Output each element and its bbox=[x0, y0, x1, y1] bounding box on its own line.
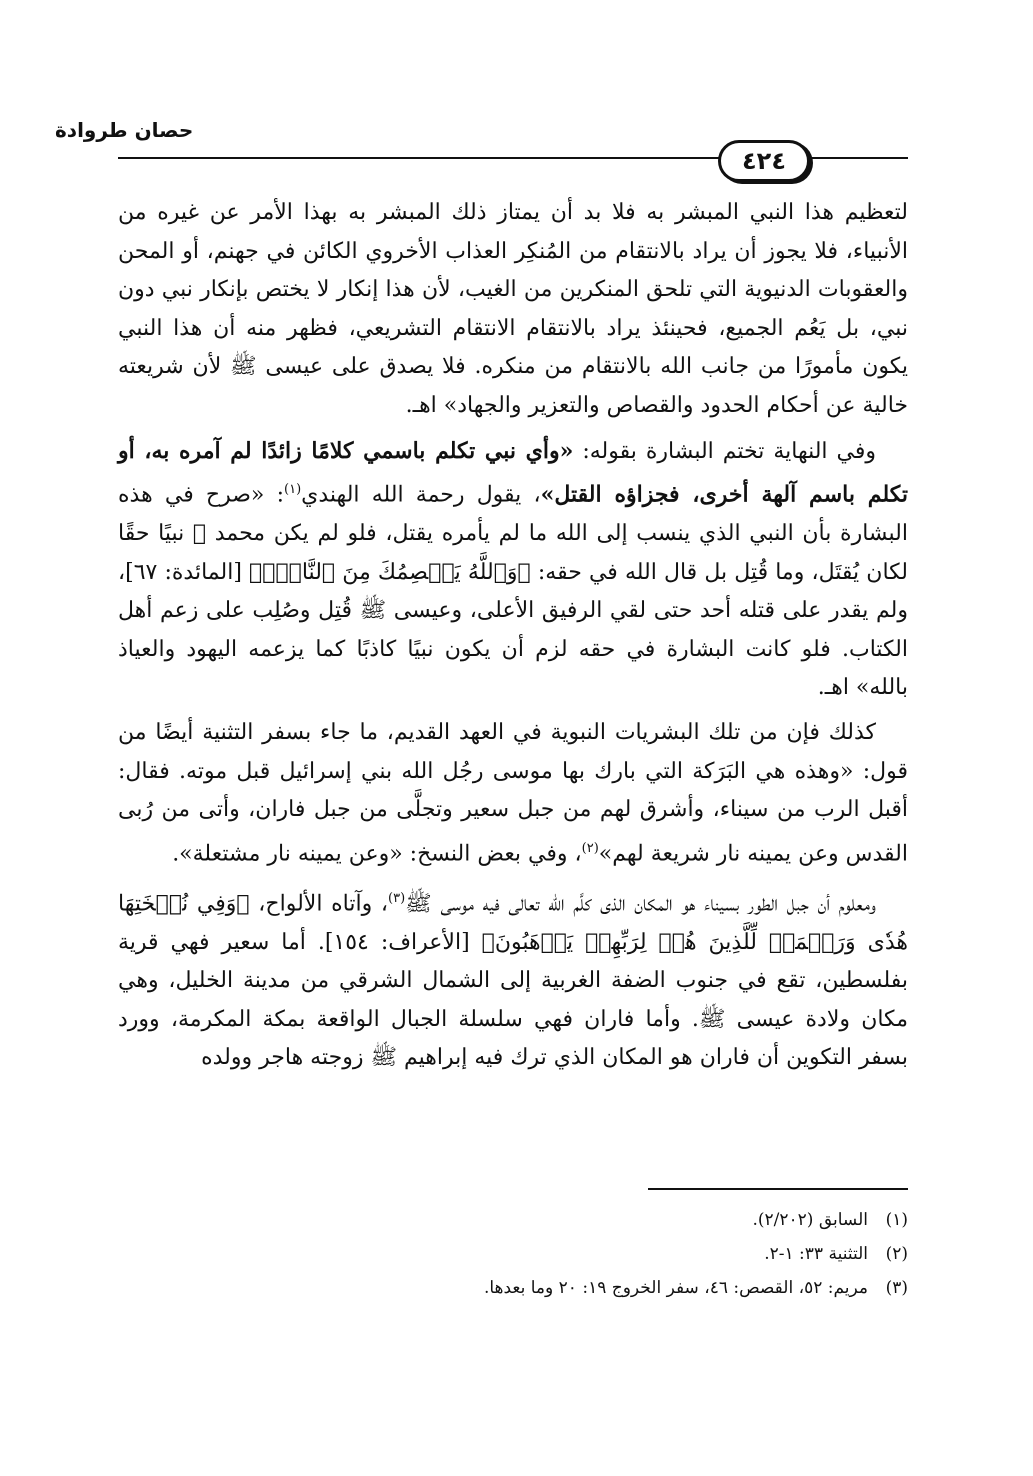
page-number-badge bbox=[718, 140, 810, 182]
footnote-item bbox=[118, 1203, 908, 1237]
footnotes-list bbox=[118, 1203, 908, 1305]
footnote-text: مريم: ٥٢، القصص: ٤٦، سفر الخروج ١٩: ٢٠ وما بعدها. bbox=[483, 1278, 868, 1298]
paragraph-2-citation: ، يقول رحمة الله الهندي bbox=[301, 482, 541, 508]
body-text bbox=[118, 194, 908, 1084]
paragraph-4-text: ومعلوم أن جبل الطور بسيناء هو المكان الذى كلَّم الله تعالى فيه موسى ﷺ bbox=[405, 891, 876, 917]
footnote-ref-1: (١) bbox=[284, 482, 302, 498]
footnote-number: (٢) bbox=[885, 1244, 908, 1264]
paragraph-3-text: كذلك فإن من تلك البشريات النبوية في العهد القديم، ما جاء بسفر التثنية أيضًا من قول: «وهذه هي البَرَكة التي بارك بها موسى رجُل الله بني إسرائيل قبل موته. فقال: أقبل الرب من سيناء، وأشرق لهم من جبل سعير وتجلَّى من جبل فاران، وأتى من رُبى القدس وعن يمينه نار شريعة لهم» bbox=[118, 720, 908, 867]
paragraph-4 bbox=[118, 880, 908, 1078]
footnote-ref-3: (٣) bbox=[388, 890, 406, 906]
paragraph-2 bbox=[118, 432, 908, 708]
footnote-number: (١) bbox=[885, 1210, 908, 1230]
paragraph-2-rest: : «صرح في هذه البشارة بأن النبي الذي ينسب إلى الله ما لم يأمره يقتل، فلو لم يكن محمد ﷺ نبيًا حقًا لكان يُقتَل، وما قُتِل بل قال الله في حقه: ﴿وَٱللَّهُ يَعۡصِمُكَ مِنَ ٱلنَّاسِۗ﴾ [المائدة: ٦٧]، ولم يقدر على قتله أحد حتى لقي الرفيق الأعلى، وعيسى ﷺ قُتِل وصُلِب على زعم أهل الكتاب. فلو كانت البشارة في حقه لزم أن يكون نبيًا كاذبًا كما يزعمه اليهود والعياذ بالله» اهـ. bbox=[118, 482, 908, 701]
footnote-ref-2: (٢) bbox=[581, 840, 599, 856]
paragraph-4-rest: ، وآتاه الألواح، ﴿وَفِي نُسۡخَتِهَا هُدٗى وَرَحۡمَةٞ لِّلَّذِينَ هُمۡ لِرَبِّهِمۡ يَرۡهَبُونَ﴾ [الأعراف: ١٥٤]. أما سعير فهي قرية بفلسطين، تقع في جنوب الضفة الغربية إلى الشمال الشرقي من مدينة الخليل، وهي مكان ولادة عيسى ﷺ. وأما فاران فهي سلسلة الجبال الواقعة بمكة المكرمة، وورد بسفر التكوين أن فاران هو المكان الذي ترك فيه إبراهيم ﷺ زوجته هاجر وولده bbox=[118, 891, 908, 1071]
running-header-title: حصان طروادة bbox=[55, 118, 194, 142]
footnote-text: السابق (٢/٢٠٢). bbox=[752, 1210, 868, 1230]
page-number: ٤٢٤ bbox=[742, 147, 786, 175]
paragraph-2-intro: وفي النهاية تختم البشارة بقوله: bbox=[573, 438, 876, 464]
footnote-item bbox=[118, 1271, 908, 1305]
footnote-text: التثنية ٣٣: ١-٢. bbox=[764, 1244, 868, 1264]
footnote-number: (٣) bbox=[885, 1278, 908, 1298]
paragraph-3-rest: ، وفي بعض النسخ: «وعن يمينه نار مشتعلة». bbox=[172, 841, 582, 867]
paragraph-1: لتعظيم هذا النبي المبشر به فلا بد أن يمتاز ذلك المبشر به بهذا الأمر عن غيره من الأنبياء، فلا يجوز أن يراد بالانتقام من المُنكِر العذاب الأخروي الكائن في جهنم، أو المحن والعقوبات الدنيوية التي تلحق المنكرين من الغيب، لأن هذا إنكار لا يختص بإنكار نبي دون نبي، بل يَعُم الجميع، فحينئذ يراد بالانتقام الانتقام التشريعي، فظهر منه أن هذا النبي يكون مأمورًا من جانب الله بالانتقام من منكره. فلا يصدق على عيسى ﷺ لأن شريعته خالية عن أحكام الحدود والقصاص والتعزير والجهاد» اهـ. bbox=[118, 200, 908, 418]
bold-quotation: «وأي نبي تكلم باسمي كلامًا زائدًا لم آمره به، أو تكلم باسم آلهة أخرى، فجزاؤه القتل» bbox=[118, 437, 908, 508]
footnote-item bbox=[118, 1237, 908, 1271]
footnote-separator bbox=[648, 1188, 908, 1190]
paragraph-3 bbox=[118, 714, 908, 874]
